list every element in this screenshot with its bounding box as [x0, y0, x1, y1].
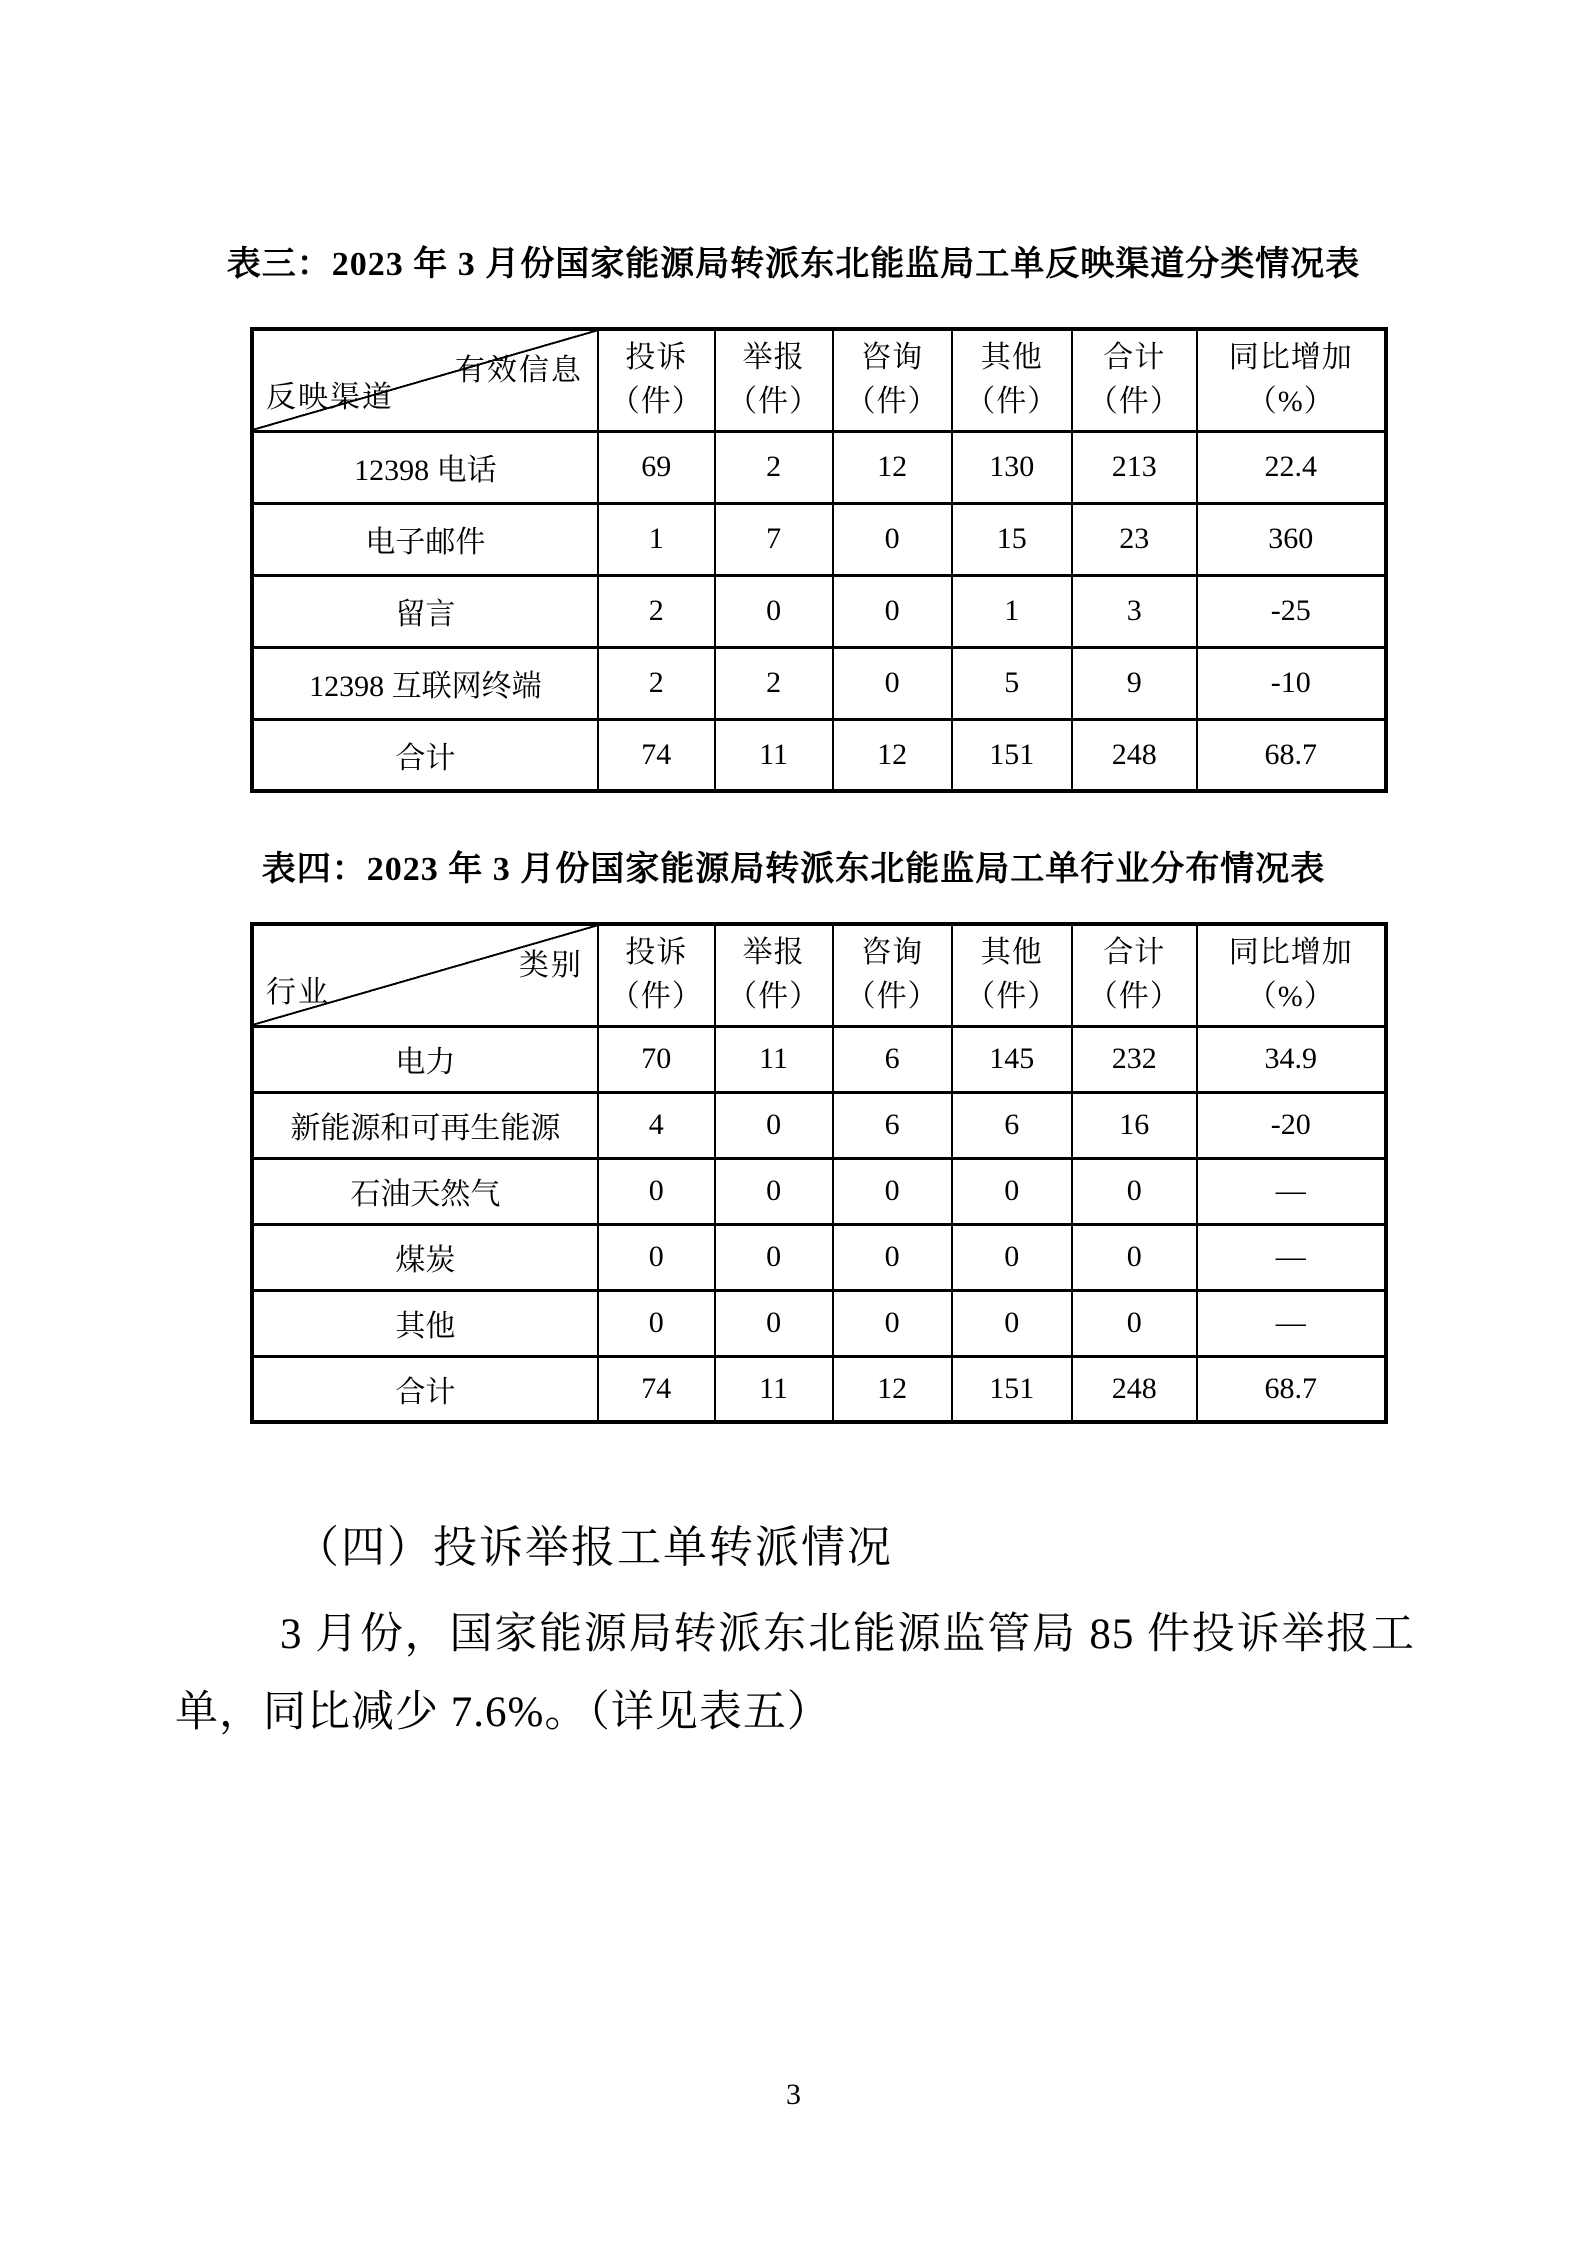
row-label: 电力 [252, 1026, 598, 1092]
cell-value: 2 [715, 647, 833, 719]
cell-value: 0 [952, 1224, 1072, 1290]
cell-value: 11 [715, 1356, 833, 1422]
table-row [252, 1158, 1386, 1224]
table-row [252, 1290, 1386, 1356]
cell-value: — [1197, 1224, 1386, 1290]
cell-value: 0 [715, 1092, 833, 1158]
table-row [252, 647, 1386, 719]
column-header [833, 924, 952, 1026]
column-header-line2: （件） [845, 980, 939, 1014]
corner-bottom-label: 行业 [266, 975, 330, 1009]
column-header-line1: 投诉 [625, 936, 688, 970]
corner-top-label: 有效信息 [454, 354, 583, 387]
column-header-line1: 同比增加 [1228, 341, 1353, 375]
row-label: 其他 [252, 1290, 598, 1356]
column-header-line1: 合计 [1103, 341, 1166, 375]
cell-value: 9 [1072, 647, 1197, 719]
row-label: 新能源和可再生能源 [252, 1092, 598, 1158]
cell-value: 12 [833, 719, 952, 791]
table-row [252, 1092, 1386, 1158]
cell-value: 151 [952, 1356, 1072, 1422]
table4 [250, 922, 1388, 1424]
cell-value: 248 [1072, 719, 1197, 791]
column-header-line1: 同比增加 [1228, 936, 1353, 970]
cell-value: 2 [598, 647, 715, 719]
page-number: 3 [786, 2078, 801, 2111]
cell-value: 0 [833, 1224, 952, 1290]
column-header [833, 329, 952, 431]
cell-value: 68.7 [1197, 1356, 1386, 1422]
cell-value: 23 [1072, 503, 1197, 575]
cell-value: 0 [833, 1290, 952, 1356]
cell-value: — [1197, 1290, 1386, 1356]
cell-value: -10 [1197, 647, 1386, 719]
column-header-line1: 咨询 [861, 341, 924, 375]
column-header [715, 924, 833, 1026]
cell-value: 7 [715, 503, 833, 575]
cell-value: 0 [1072, 1290, 1197, 1356]
table3-corner-cell [252, 329, 598, 431]
table-row [252, 719, 1386, 791]
cell-value: 0 [1072, 1158, 1197, 1224]
row-label: 电子邮件 [252, 503, 598, 575]
column-header [1197, 924, 1386, 1026]
column-header-line2: （%） [1246, 385, 1335, 419]
cell-value: 15 [952, 503, 1072, 575]
column-header-line1: 咨询 [861, 936, 924, 970]
cell-value: 130 [952, 431, 1072, 503]
column-header-line2: （件） [1087, 980, 1181, 1014]
column-header-line1: 合计 [1103, 936, 1166, 970]
column-header-line1: 举报 [742, 341, 805, 375]
column-header-line2: （件） [965, 385, 1059, 419]
cell-value: 0 [715, 575, 833, 647]
cell-value: 68.7 [1197, 719, 1386, 791]
table4-title: 表四：2023 年 3 月份国家能源局转派东北能监局工单行业分布情况表 [261, 851, 1326, 888]
table4-header-row [252, 924, 1386, 1026]
body-paragraph: 3 月份，国家能源局转派东北能源监管局 85 件投诉举报工单，同比减少 7.6%。（详见表五） [175, 1611, 1415, 1736]
column-header-line2: （件） [727, 385, 821, 419]
cell-value: 4 [598, 1092, 715, 1158]
cell-value: 0 [715, 1224, 833, 1290]
corner-bottom-label: 反映渠道 [266, 380, 394, 414]
row-label: 12398 互联网终端 [252, 647, 598, 719]
column-header [952, 329, 1072, 431]
column-header-line1: 投诉 [625, 341, 688, 375]
cell-value: 0 [598, 1158, 715, 1224]
cell-value: 74 [598, 719, 715, 791]
column-header [598, 329, 715, 431]
cell-value: 232 [1072, 1026, 1197, 1092]
column-header-line2: （件） [609, 385, 703, 419]
cell-value: 70 [598, 1026, 715, 1092]
table-row [252, 575, 1386, 647]
cell-value: -20 [1197, 1092, 1386, 1158]
table-row [252, 1224, 1386, 1290]
cell-value: 16 [1072, 1092, 1197, 1158]
cell-value: 0 [833, 575, 952, 647]
cell-value: 145 [952, 1026, 1072, 1092]
cell-value: 0 [833, 647, 952, 719]
cell-value: 213 [1072, 431, 1197, 503]
table-row [252, 1356, 1386, 1422]
cell-value: 11 [715, 719, 833, 791]
table3 [250, 327, 1388, 793]
row-label: 12398 电话 [252, 431, 598, 503]
column-header-line1: 举报 [742, 936, 805, 970]
column-header-line2: （件） [1087, 385, 1181, 419]
column-header-line2: （件） [965, 980, 1059, 1014]
cell-value: 0 [1072, 1224, 1197, 1290]
row-label: 煤炭 [252, 1224, 598, 1290]
cell-value: 3 [1072, 575, 1197, 647]
row-label: 留言 [252, 575, 598, 647]
cell-value: 69 [598, 431, 715, 503]
cell-value: 0 [715, 1158, 833, 1224]
cell-value: 1 [952, 575, 1072, 647]
cell-value: 6 [833, 1092, 952, 1158]
table3-header-row [252, 329, 1386, 431]
cell-value: 6 [833, 1026, 952, 1092]
cell-value: 0 [715, 1290, 833, 1356]
cell-value: 6 [952, 1092, 1072, 1158]
table3-title: 表三：2023 年 3 月份国家能源局转派东北能监局工单反映渠道分类情况表 [226, 246, 1361, 283]
row-label: 石油天然气 [252, 1158, 598, 1224]
cell-value: 151 [952, 719, 1072, 791]
column-header [1072, 329, 1197, 431]
column-header [1072, 924, 1197, 1026]
table-row [252, 1026, 1386, 1092]
column-header-line2: （件） [845, 385, 939, 419]
row-label: 合计 [252, 719, 598, 791]
column-header [598, 924, 715, 1026]
cell-value: 34.9 [1197, 1026, 1386, 1092]
table-row [252, 431, 1386, 503]
cell-value: 0 [833, 503, 952, 575]
cell-value: 1 [598, 503, 715, 575]
cell-value: 0 [598, 1224, 715, 1290]
column-header [1197, 329, 1386, 431]
cell-value: 12 [833, 1356, 952, 1422]
cell-value: 11 [715, 1026, 833, 1092]
row-label: 合计 [252, 1356, 598, 1422]
table-row [252, 503, 1386, 575]
cell-value: -25 [1197, 575, 1386, 647]
cell-value: 5 [952, 647, 1072, 719]
cell-value: 0 [833, 1158, 952, 1224]
cell-value: 360 [1197, 503, 1386, 575]
column-header [715, 329, 833, 431]
cell-value: 74 [598, 1356, 715, 1422]
cell-value: 0 [952, 1158, 1072, 1224]
cell-value: 248 [1072, 1356, 1197, 1422]
table4-corner-cell [252, 924, 598, 1026]
column-header-line2: （件） [727, 980, 821, 1014]
column-header-line2: （件） [609, 980, 703, 1014]
column-header-line1: 其他 [980, 341, 1043, 375]
cell-value: 0 [952, 1290, 1072, 1356]
cell-value: — [1197, 1158, 1386, 1224]
cell-value: 0 [598, 1290, 715, 1356]
cell-value: 12 [833, 431, 952, 503]
column-header-line1: 其他 [980, 936, 1043, 970]
section-heading: （四）投诉举报工单转派情况 [295, 1523, 893, 1572]
corner-top-label: 类别 [518, 949, 583, 982]
column-header [952, 924, 1072, 1026]
cell-value: 22.4 [1197, 431, 1386, 503]
cell-value: 2 [715, 431, 833, 503]
column-header-line2: （%） [1246, 980, 1335, 1014]
cell-value: 2 [598, 575, 715, 647]
